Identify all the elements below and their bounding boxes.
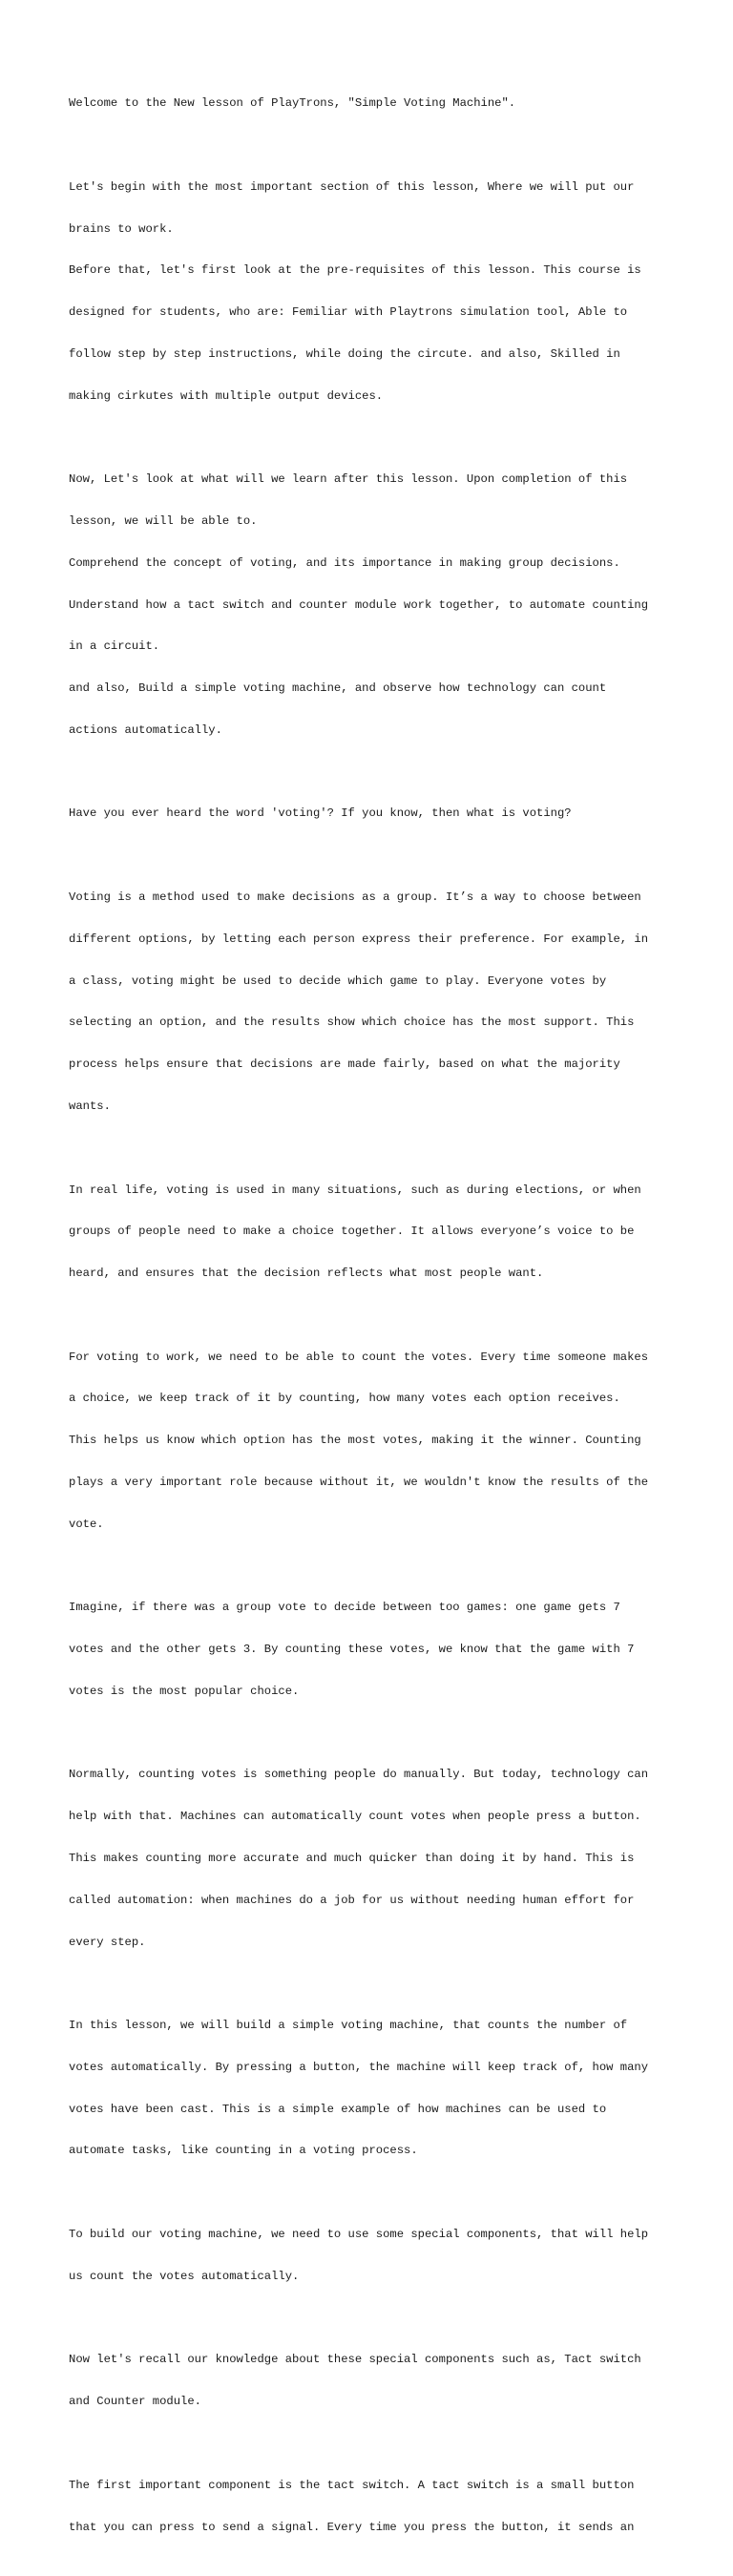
text-line: and Counter module. <box>69 2395 201 2409</box>
paragraph-learning-outcomes <box>69 445 680 765</box>
text-line: actions automatically. <box>69 723 222 737</box>
text-line: Now, Let's look at what will we learn after this lesson. Upon completion of this <box>69 472 628 487</box>
text-line: plays a very important role because without it, we wouldn't know the results of the <box>69 1475 649 1489</box>
text-line: Welcome to the New lesson of PlayTrons, "Simple Voting Machine". <box>69 96 516 111</box>
text-line: making cirkutes with multiple output devices. <box>69 388 384 403</box>
text-line: In real life, voting is used in many situations, such as during elections, or when <box>69 1183 641 1197</box>
text-line: Now let's recall our knowledge about these special components such as, Tact switch <box>69 2353 641 2367</box>
text-line: designed for students, who are: Femiliar with Playtrons simulation tool, Able to <box>69 305 628 320</box>
text-line: Imagine, if there was a group vote to decide between too games: one game gets 7 <box>69 1601 620 1615</box>
text-line: To build our voting machine, we need to use some special components, that will help <box>69 2228 649 2242</box>
text-line: Comprehend the concept of voting, and its importance in making group decisions. <box>69 555 620 570</box>
text-line: votes have been cast. This is a simple example of how machines can be used to <box>69 2102 607 2116</box>
text-line: This helps us know which option has the most votes, making it the winner. Counting <box>69 1434 641 1448</box>
text-line: This makes counting more accurate and much quicker than doing it by hand. This is <box>69 1852 635 1865</box>
text-line: votes automatically. By pressing a button, the machine will keep track of, how many <box>69 2060 649 2074</box>
text-line: a choice, we keep track of it by counting, how many votes each option receives. <box>69 1392 620 1406</box>
text-line: Before that, let's first look at the pre-requisites of this lesson. This course is <box>69 263 641 278</box>
paragraph-real-life <box>69 1155 680 1309</box>
text-line: automate tasks, like counting in a voting process. <box>69 2144 418 2158</box>
text-line: heard, and ensures that the decision reflects what most people want. <box>69 1267 544 1281</box>
text-line: a class, voting might be used to decide which game to play. Everyone votes by <box>69 974 607 988</box>
text-line: selecting an option, and the results show which choice has the most support. This <box>69 1016 635 1030</box>
paragraph-automation <box>69 1740 680 1977</box>
text-line: groups of people need to make a choice together. It allows everyone’s voice to be <box>69 1225 635 1239</box>
paragraph-intro <box>69 69 680 138</box>
text-line: In this lesson, we will build a simple voting machine, that counts the number of <box>69 2019 628 2033</box>
paragraph-components-recall <box>69 2325 680 2437</box>
document-page <box>69 69 680 2576</box>
paragraph-voting-definition <box>69 863 680 1141</box>
text-line: lesson, we will be able to. <box>69 514 258 528</box>
text-line: Let's begin with the most important section of this lesson, Where we will put our <box>69 179 635 194</box>
text-line: votes and the other gets 3. By counting these votes, we know that the game with 7 <box>69 1643 635 1657</box>
text-line: us count the votes automatically. <box>69 2269 300 2283</box>
paragraph-lesson-plan <box>69 1991 680 2186</box>
paragraph-counting <box>69 1322 680 1559</box>
text-line: called automation: when machines do a job for us without needing human effort for <box>69 1893 635 1907</box>
text-line: Normally, counting votes is something people do manually. But today, technology can <box>69 1768 649 1782</box>
text-line: help with that. Machines can automatically count votes when people press a button. <box>69 1810 641 1824</box>
text-line: votes is the most popular choice. <box>69 1684 300 1698</box>
text-line: every step. <box>69 1935 146 1949</box>
text-line: brains to work. <box>69 221 174 236</box>
paragraph-question <box>69 779 680 848</box>
text-line: Understand how a tact switch and counter module work together, to automate counting <box>69 597 649 612</box>
text-line: The first important component is the tact switch. A tact switch is a small button <box>69 2478 635 2492</box>
text-line: process helps ensure that decisions are made fairly, based on what the majority <box>69 1058 620 1072</box>
paragraph-example <box>69 1573 680 1727</box>
text-line: vote. <box>69 1517 104 1531</box>
text-line: in a circuit. <box>69 639 160 654</box>
text-line: different options, by letting each person express their preference. For example, in <box>69 932 649 946</box>
text-line: that you can press to send a signal. Every time you press the button, it sends an <box>69 2520 635 2534</box>
paragraph-components-intro <box>69 2200 680 2312</box>
text-line: and also, Build a simple voting machine, and observe how technology can count <box>69 681 607 696</box>
text-line: Voting is a method used to make decisions as a group. It’s a way to choose between <box>69 890 641 905</box>
paragraph-prerequisites <box>69 153 680 431</box>
text-line: wants. <box>69 1099 111 1113</box>
paragraph-tact-switch <box>69 2451 680 2563</box>
text-line: Have you ever heard the word 'voting'? If you know, then what is voting? <box>69 806 572 821</box>
text-line: For voting to work, we need to be able to count the votes. Every time someone makes <box>69 1350 649 1364</box>
text-line: follow step by step instructions, while doing the circute. and also, Skilled in <box>69 346 620 361</box>
